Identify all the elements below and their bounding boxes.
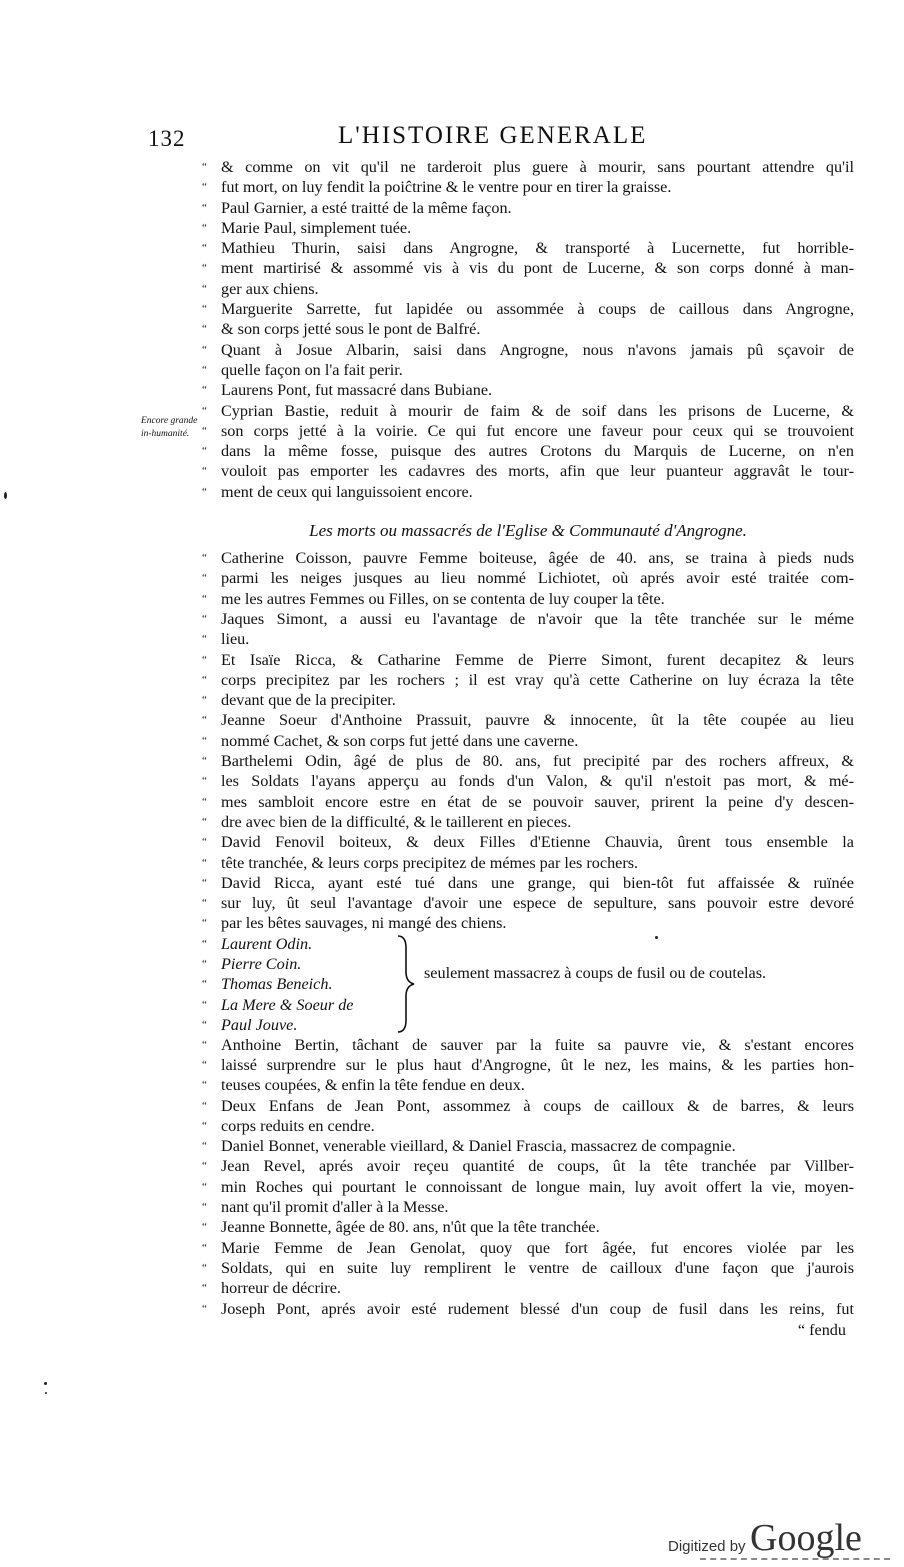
quote-mark: “ <box>202 917 207 930</box>
quote-mark: “ <box>202 755 207 768</box>
text-line <box>202 482 854 502</box>
quote-mark: “ <box>202 221 207 234</box>
text-line <box>202 1096 854 1116</box>
quote-mark: “ <box>202 795 207 808</box>
page-header <box>148 122 858 156</box>
quote-mark: “ <box>202 1180 207 1193</box>
line-text: me les autres Femmes ou Filles, on se contenta de luy couper la tête. <box>221 589 665 608</box>
text-line <box>202 629 854 649</box>
text-line <box>202 1035 854 1055</box>
text-line <box>202 198 854 218</box>
line-text: Cyprian Bastie, reduit à mourir de faim & de soif dans les prisons de Lucerne, & <box>221 401 854 420</box>
text-line <box>202 792 854 812</box>
person-name: Pierre Coin. <box>221 954 302 973</box>
text-line <box>202 238 854 258</box>
quote-mark: “ <box>202 363 207 376</box>
quote-mark: “ <box>202 775 207 788</box>
line-text: Quant à Josue Albarin, saisi dans Angrogne, nous n'avons jamais pû sçavoir de <box>221 340 854 359</box>
quote-mark: “ <box>202 1038 207 1051</box>
line-text: Et Isaïe Ricca, & Catharine Femme de Pierre Simont, furent decapitez & leurs <box>221 650 854 669</box>
quote-mark: “ <box>202 612 207 625</box>
text-line <box>202 690 854 710</box>
text-line <box>202 913 854 933</box>
text-line <box>202 548 854 568</box>
curly-brace-icon <box>394 934 416 1035</box>
names-group <box>202 934 854 1035</box>
text-line <box>202 1055 854 1075</box>
text-line <box>202 832 854 852</box>
line-text: ment de ceux qui languissoient encore. <box>221 482 473 501</box>
line-text: Mathieu Thurin, saisi dans Angrogne, & transporté à Lucernette, fut horrible- <box>221 239 854 258</box>
line-text: Jaques Simont, a aussi eu l'avantage de n'avoir que la tête tranchée sur le méme <box>221 609 854 628</box>
quote-mark: “ <box>202 1140 207 1153</box>
text-line <box>202 568 854 588</box>
group-name-line <box>202 995 854 1015</box>
line-text: laissé surprendre sur le plus haut d'Angrogne, ût le nez, les mains, & les parties hon- <box>221 1055 854 1074</box>
google-logo: Google <box>750 1517 862 1559</box>
text-line <box>202 1238 854 1258</box>
paper-speck <box>655 936 658 939</box>
paper-speck <box>45 1392 47 1394</box>
quote-mark: “ <box>202 404 207 417</box>
line-text: son corps jetté à la voirie. Ce qui fut encore une faveur pour ceux qui se trouvoient <box>221 421 854 440</box>
quote-mark: “ <box>202 856 207 869</box>
line-text: Daniel Bonnet, venerable vieillard, & Daniel Frascia, massacrez de compagnie. <box>221 1137 736 1156</box>
quote-mark: “ <box>202 323 207 336</box>
page-number: 132 <box>148 126 186 151</box>
line-text: & comme on vit qu'il ne tarderoit plus guere à mourir, sans pourtant attendre qu'il <box>221 158 854 176</box>
line-text: Deux Enfans de Jean Pont, assommez à coups de cailloux & de barres, & leurs <box>221 1096 854 1115</box>
person-name: Thomas Beneich. <box>221 975 333 994</box>
text-line <box>202 461 854 481</box>
text-line <box>202 218 854 238</box>
quote-mark: “ <box>202 998 207 1011</box>
line-text: ment martirisé & assommé vis à vis du pont de Lucerne, & son corps donné à man- <box>221 259 854 278</box>
group-name-line <box>202 1015 854 1035</box>
quote-mark: “ <box>202 343 207 356</box>
scan-edge <box>700 1558 890 1561</box>
quote-mark: “ <box>202 384 207 397</box>
line-text: nommé Cachet, & son corps fut jetté dans une caverne. <box>221 731 579 750</box>
text-line <box>202 1116 854 1136</box>
quote-mark: “ <box>202 242 207 255</box>
line-text: les Soldats l'ayans apperçu au fonds d'un Valon, & qu'il n'estoit pas mort, & mé- <box>221 772 854 791</box>
quote-mark: “ <box>202 876 207 889</box>
line-text: Catherine Coisson, pauvre Femme boiteuse, âgée de 40. ans, se traina à pieds nuds <box>221 549 854 568</box>
quote-mark: “ <box>202 1261 207 1274</box>
line-text: fut mort, on luy fendit la poiĉtrine & le ventre pour en tirer la graisse. <box>221 178 672 197</box>
line-text: tête tranchée, & leurs corps precipitez de mémes par les rochers. <box>221 853 639 872</box>
quote-mark: “ <box>202 714 207 727</box>
quote-mark: “ <box>202 1099 207 1112</box>
line-text: devant que de la precipiter. <box>221 691 396 710</box>
quote-mark: “ <box>202 734 207 747</box>
quote-mark: “ <box>202 815 207 828</box>
quote-mark: “ <box>202 836 207 849</box>
text-line <box>202 1197 854 1217</box>
line-text: Laurens Pont, fut massacré dans Bubiane. <box>221 381 493 400</box>
text-line <box>202 589 854 609</box>
text-line <box>202 340 854 360</box>
quote-mark: “ <box>202 201 207 214</box>
running-title: L'HISTOIRE GENERALE <box>338 122 648 149</box>
text-line <box>202 299 854 319</box>
text-line <box>202 401 854 421</box>
quote-mark: “ <box>202 424 207 437</box>
text-body <box>202 157 854 1341</box>
quote-mark: “ <box>202 694 207 707</box>
section-heading: Les morts ou massacrés de l'Eglise & Communauté d'Angrogne. <box>309 521 747 541</box>
text-line <box>202 1217 854 1237</box>
text-line <box>202 751 854 771</box>
group-description: seulement massacrez à coups de fusil ou de coutelas. <box>424 963 767 982</box>
line-text: nant qu'il promit d'aller à la Messe. <box>221 1198 449 1217</box>
catchword: “ fendu <box>797 1320 846 1339</box>
text-line <box>202 1156 854 1176</box>
text-line <box>202 258 854 278</box>
text-line <box>202 650 854 670</box>
quote-mark: “ <box>202 1119 207 1132</box>
text-line <box>202 609 854 629</box>
line-text: lieu. <box>221 630 250 649</box>
line-text: Joseph Pont, aprés avoir esté rudement blessé d'un coup de fusil dans les reins, fut <box>221 1299 854 1318</box>
line-text: par les bêtes sauvages, ni mangé des chiens. <box>221 914 507 933</box>
line-text: Soldats, qui en suite luy remplirent le ventre de cailloux d'une façon que j'aurois <box>221 1258 854 1277</box>
text-line <box>202 177 854 197</box>
text-line <box>202 1136 854 1156</box>
quote-mark: “ <box>202 262 207 275</box>
quote-mark: “ <box>202 1282 207 1295</box>
quote-mark: “ <box>202 485 207 498</box>
line-text: teuses coupées, & enfin la tête fendue en deux. <box>221 1076 525 1095</box>
text-line <box>202 873 854 893</box>
text-line <box>202 893 854 913</box>
line-text: ger aux chiens. <box>221 279 319 298</box>
text-line <box>202 1075 854 1095</box>
line-text: horreur de décrire. <box>221 1279 341 1298</box>
line-text: sur luy, ût seul l'avantage d'avoir une espece de sepulture, sans pouvoir estre devoré <box>221 894 854 913</box>
line-text: dans la même fosse, puisque des autres Crotons du Marquis de Lucerne, on n'en <box>221 442 854 461</box>
quote-mark: “ <box>202 282 207 295</box>
text-line <box>202 279 854 299</box>
text-line <box>202 360 854 380</box>
quote-mark: “ <box>202 978 207 991</box>
quote-mark: “ <box>202 1058 207 1071</box>
line-text: corps precipitez par les rochers ; il est vray qu'à cette Catherine on luy écraza la tête <box>221 670 854 689</box>
line-text: Jeanne Soeur d'Anthoine Prassuit, pauvre & innocente, ût la tête coupée au lieu <box>221 711 854 730</box>
quote-mark: “ <box>202 445 207 458</box>
quote-mark: “ <box>202 1079 207 1092</box>
person-name: Laurent Odin. <box>221 934 313 953</box>
text-line <box>202 812 854 832</box>
text-block-bottom <box>202 1035 854 1319</box>
quote-mark: “ <box>202 633 207 646</box>
text-line <box>202 771 854 791</box>
line-text: Jeanne Bonnette, âgée de 80. ans, n'ût que la tête tranchée. <box>221 1218 600 1237</box>
line-text: Jean Revel, aprés avoir reçeu quantité de coups, ût la tête tranchée par Villber- <box>221 1157 854 1176</box>
paper-speck <box>44 1382 47 1385</box>
line-text: Anthoine Bertin, tâchant de sauver par la fuite sa pauvre vie, & s'estant encores <box>221 1035 854 1054</box>
line-text: min Roches qui pourtant le connoissant de longue main, luy avoit offert la vie, moyen- <box>221 1177 854 1196</box>
quote-mark: “ <box>202 1302 207 1315</box>
quote-mark: “ <box>202 552 207 565</box>
text-line <box>202 380 854 400</box>
quote-mark: “ <box>202 897 207 910</box>
text-line <box>202 710 854 730</box>
quote-mark: “ <box>202 1221 207 1234</box>
text-line <box>202 731 854 751</box>
line-text: Marie Paul, simplement tuée. <box>221 218 412 237</box>
line-text: dre avec bien de la difficulté, & le taillerent en pieces. <box>221 812 572 831</box>
line-text: & son corps jetté sous le pont de Balfré. <box>221 320 481 339</box>
quote-mark: “ <box>202 653 207 666</box>
line-text: Barthelemi Odin, âgé de plus de 80. ans, fut precipité par des rochers affreux, & <box>221 752 854 771</box>
text-line <box>202 1177 854 1197</box>
text-block-middle <box>202 548 854 934</box>
quote-mark: “ <box>202 1241 207 1254</box>
line-text: Marguerite Sarrette, fut lapidée ou assommée à coups de caillous dans Angrogne, <box>221 300 854 319</box>
quote-mark: “ <box>202 1201 207 1214</box>
line-text: Marie Femme de Jean Genolat, quoy que fort âgée, fut encores violée par les <box>221 1238 854 1257</box>
quote-mark: “ <box>202 937 207 950</box>
quote-mark: “ <box>202 303 207 316</box>
group-names <box>202 934 854 1035</box>
text-line <box>202 853 854 873</box>
margin-note: Encore grande in-humanité. <box>141 416 198 439</box>
line-text: David Ricca, ayant esté tué dans une grange, qui bien-tôt fut affaissée & ruïnée <box>221 873 854 892</box>
quote-mark: “ <box>202 957 207 970</box>
line-text: parmi les neiges jusques au lieu nommé Lichiotet, où aprés avoir esté traitée com- <box>221 569 854 588</box>
paper-speck <box>4 492 7 499</box>
person-name: Paul Jouve. <box>221 1015 298 1034</box>
person-name: La Mere & Soeur de <box>221 995 354 1014</box>
quote-mark: “ <box>202 673 207 686</box>
text-block-top <box>202 157 854 502</box>
text-line <box>202 441 854 461</box>
quote-mark: “ <box>202 181 207 194</box>
quote-mark: “ <box>202 592 207 605</box>
text-line <box>202 670 854 690</box>
line-text: David Fenovil boiteux, & deux Filles d'Etienne Chauvia, ûrent tous ensemble la <box>221 833 854 852</box>
line-text: vouloit pas emporter les cadavres des morts, afin que leur puanteur aggravât le tour- <box>221 462 854 481</box>
line-text: quelle façon on l'a fait perir. <box>221 360 403 379</box>
quote-mark: “ <box>202 1160 207 1173</box>
text-line <box>202 157 854 177</box>
watermark-label: Digitized by <box>668 1538 746 1555</box>
text-line <box>202 1278 854 1298</box>
quote-mark: “ <box>202 1018 207 1031</box>
line-text: corps reduits en cendre. <box>221 1116 375 1135</box>
text-line <box>202 1299 854 1319</box>
text-line <box>202 421 854 441</box>
quote-mark: “ <box>202 572 207 585</box>
text-line <box>202 1258 854 1278</box>
line-text: Paul Garnier, a esté traitté de la même façon. <box>221 198 512 217</box>
line-text: mes sambloit encore estre en état de se pouvoir sauver, prirent la peine d'y descen- <box>221 792 854 811</box>
group-name-line <box>202 934 854 954</box>
quote-mark: “ <box>202 465 207 478</box>
quote-mark: “ <box>202 161 207 173</box>
text-line <box>202 319 854 339</box>
